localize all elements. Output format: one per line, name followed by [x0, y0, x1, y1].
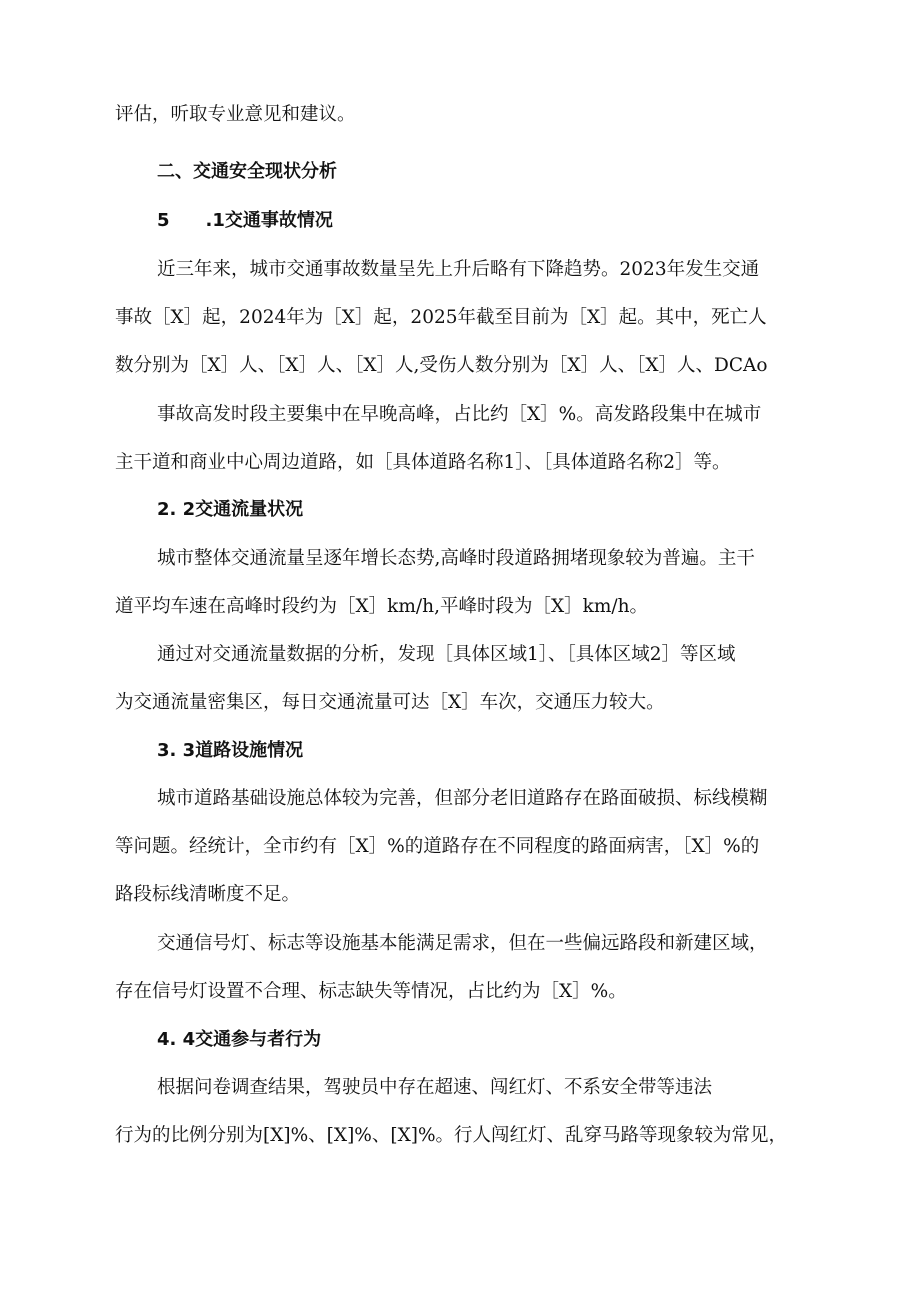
paragraph-line: 通过对交通流量数据的分析，发现［具体区域1］、［具体区域2］等区域 [157, 644, 736, 665]
paragraph-line: 城市整体交通流量呈逐年增长态势,高峰时段道路拥堵现象较为普遍。主干 [157, 548, 755, 569]
paragraph-line: 交通信号灯、标志等设施基本能满足需求，但在一些偏远路段和新建区域， [157, 933, 768, 954]
paragraph-line: 为交通流量密集区，每日交通流量可达［X］车次，交通压力较大。 [115, 692, 665, 713]
subsection-heading: 2. 2交通流量状况 [157, 499, 304, 520]
paragraph-line: 存在信号灯设置不合理、标志缺失等情况，占比约为［X］%。 [115, 981, 627, 1002]
paragraph-line: 主干道和商业中心周边道路，如［具体道路名称1］、［具体道路名称2］等。 [115, 452, 731, 473]
paragraph-line: 近三年来，城市交通事故数量呈先上升后略有下降趋势。2023年发生交通 [157, 259, 760, 280]
section-heading: 二、交通安全现状分析 [157, 161, 337, 182]
paragraph-line: 事故高发时段主要集中在早晚高峰，占比约［X］%。高发路段集中在城市 [157, 404, 762, 425]
paragraph-line: 评估，听取专业意见和建议。 [115, 104, 356, 125]
paragraph-line: 路段标线清晰度不足。 [115, 884, 301, 905]
paragraph-line: 事故［X］起，2024年为［X］起，2025年截至目前为［X］起。其中，死亡人 [115, 307, 767, 328]
subsection-heading: 5 .1交通事故情况 [157, 210, 333, 231]
subsection-heading: 4. 4交通参与者行为 [157, 1029, 322, 1050]
subsection-heading: 3. 3道路设施情况 [157, 740, 304, 761]
paragraph-line: 道平均车速在高峰时段约为［X］km/h,平峰时段为［X］km/h。 [115, 596, 649, 617]
paragraph-line: 数分别为［X］人、［X］人、［X］人,受伤人数分别为［X］人、［X］人、DCAo [115, 355, 768, 376]
paragraph-line: 根据问卷调查结果，驾驶员中存在超速、闯红灯、不系安全带等违法 [157, 1077, 713, 1098]
paragraph-line: 等问题。经统计，全市约有［X］%的道路存在不同程度的路面病害，［X］%的 [115, 836, 760, 857]
paragraph-line: 城市道路基础设施总体较为完善，但部分老旧道路存在路面破损、标线模糊 [157, 788, 768, 809]
paragraph-line: 行为的比例分别为[X]%、[X]%、[X]%。行人闯红灯、乱穿马路等现象较为常见， [115, 1125, 788, 1146]
